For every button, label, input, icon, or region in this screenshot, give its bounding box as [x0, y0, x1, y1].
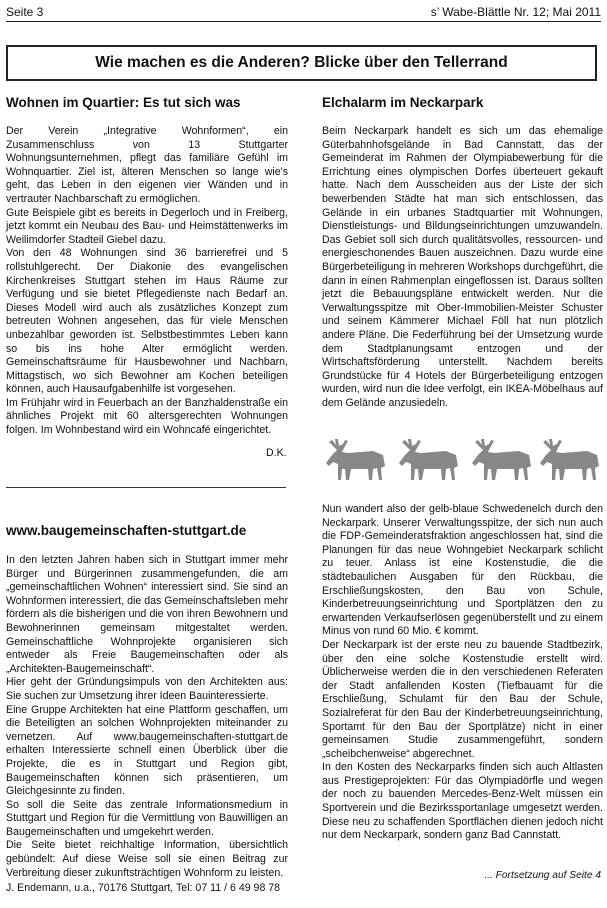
paragraph: So soll die Seite das zentrale Informationsmedium in Stuttgart und Region für die Vermittlung von Bauwilligen an Baugemeinschaften und umgekehrt werden. — [6, 798, 288, 838]
article-body-elchalarm-continued — [322, 503, 603, 843]
page-header — [0, 0, 607, 22]
section-banner: Wie machen es die Anderen? Blicke über den Tellerrand — [6, 45, 597, 81]
paragraph: Die Seite bietet reichhaltige Information, übersichtlich gebündelt: Auf diese Weise soll sie einen Beitrag zur Verbreitung dieser zukunftsträchtigen Wohnform zu leisten. — [6, 839, 288, 879]
article-body-elchalarm — [322, 125, 603, 410]
header-rule — [6, 21, 601, 22]
column-separator — [6, 487, 286, 488]
signature: D.K. — [266, 447, 287, 459]
paragraph: Gute Beispiele gibt es bereits in Degerloch und in Freiberg, jetzt kommt ein Neubau des Bau- und Heimstättenwerks im Weilimdorfer Stadteil Giebel dazu. — [6, 206, 288, 246]
paragraph: Beim Neckarpark handelt es sich um das ehemalige Güterbahnhofsgelände in Bad Cannstatt, das der Gemeinderat im Rahmen der Olympiabewerbung für die Errichtung eines olympischen Dorfes überteuert gekauft hatte. Nach dem Ausscheiden aus der Liste der sich bewerbenden Städte hat man sich entschlossen, das Gelände in ein urbanes Stadtquartier mit Wohnungen, Dienstleistungs- und Bildungseinrichtungen umzuwandeln. Das Gebiet soll sich durch qualitätsvolles, ressourcen- und energieschonendes Bauen auszeichnen. Dazu wurde eine Bürgerbeteiligung in mehreren Workshops durchgeführt, die dann in einen Rahmenplan eingeflossen ist. Daraus sollten jetzt die Bebauungspläne entwickelt werden. Nur die Verwaltungsspitze mit Ober-Immobilien-Meister Schuster und seinem Kämmerer Michael Föll hat nun plötzlich andere Pläne. Die Federführung bei der Umsetzung wurde dem Stadtplanungsamt entzogen und der Wirtschaftsförderung unterstellt. Nachdem bereits Grundstücke für 4 Hotels der Bürgerbeteiligung entzogen wurden, wird nun die Idee verfolgt, ein IKEA-Möbelhaus auf dem Gelände anzusiedeln. — [322, 125, 603, 409]
paragraph: In den Kosten des Neckarparks finden sich auch Altlasten aus Prestigeprojekten: Für das Olympiadörfle und wegen der noch zu bauenden Mercedes-Benz-Welt müssen ein Sportverein und die Bezirkssportanlage umgesetzt werden. Diese neu zu schaffenden Sportflächen dienen jedoch nicht nur dem Neckarpark, sondern ganz Bad Cannstatt. — [322, 761, 603, 842]
article-title-elchalarm: Elchalarm im Neckarpark — [322, 95, 484, 110]
paragraph: Nun wandert also der gelb-blaue Schwedenelch durch den Neckarpark. Unserer Verwaltungsspitze, der sich nun auch die FDP-Gemeinderatsfraktion angeschlossen hat, sind die Planungen für das neue Wohngebiet Neckarpark schlicht zu teuer. Anlass ist eine Kostenstudie, die die städtebaulichen Ausgaben für den Rückbau, die Erschließungskosten, den Bau von Schule, Kinderbetreuungseinrichtung und Sportplätzen den zu erwartenden Verkaufserlösen gegenüberstellt und zu einem Minus von rund 60 Mio. € kommt. — [322, 503, 603, 638]
moose-icon — [396, 436, 462, 487]
moose-icon — [323, 436, 389, 487]
article-body-wohnen — [6, 125, 288, 438]
paragraph: Der Verein „Integrative Wohnformen“, ein Zusammenschluss von 13 Stuttgarter Wohnungsunternehmen, pflegt das familiäre Gefühl im Wohnquartier. Ziel ist, älteren Menschen so lange wie's geht, das Leben in den eigenen vier Wänden und in vertrauter Nachbarschaft zu ermöglichen. — [6, 125, 288, 205]
paragraph: Eine Gruppe Architekten hat eine Plattform geschaffen, um die Beteiligten an solchen Wohnprojekten miteinander zu vernetzen. Auf www.baugemeinschaften-stuttgart.de erhalten Interessierte schnell einen Überblick über die Projekte, die es in Stuttgart und Region gibt, Baugemeinschaften können sich präsentieren, um Gleichgesinnte zu finden. — [6, 703, 288, 798]
article-title-wohnen: Wohnen im Quartier: Es tut sich was — [6, 95, 241, 110]
article-title-baugemeinschaften: www.baugemeinschaften-stuttgart.de — [6, 523, 247, 538]
continuation-note: ... Fortsetzung auf Seite 4 — [484, 870, 601, 881]
moose-icon — [537, 436, 603, 487]
moose-icon — [469, 436, 535, 487]
paragraph: In den letzten Jahren haben sich in Stuttgart immer mehr Bürger und Bürgerinnen zusammengefunden, die am „gemeinschaftlichen Wohnen“ interessiert sind. Sie sind an Wohnformen interessiert, die das Gemeinschaftsleben mehr fördern als die bisherigen und die von ihren Bewohnern und Bewohnerinnen gemeinsam mitgestaltet werden. Gemeinschaftliche Wohnprojekte organisieren sich entweder als Freie Baugemeinschaften oder als „Architekten-Baugemeinschaft“. — [6, 554, 288, 675]
issue-label: s’ Wabe-Blättle Nr. 12; Mai 2011 — [430, 5, 601, 19]
contact-address: J. Endemann, u.a., 70176 Stuttgart, Tel: 07 11 / 6 49 98 78 — [6, 882, 281, 894]
paragraph: Hier geht der Gründungsimpuls von den Architekten aus: Sie suchen zur Umsetzung ihrer Ideen Bauinteressierte. — [6, 676, 288, 702]
paragraph: Der Neckarpark ist der erste neu zu bauende Stadtbezirk, über den eine solche Kostenstudie erstellt wird. Üblicherweise werden die in den verschiedenen Referaten der Stadt anfallenden Kosten (Tiefbauamt für die Erschließung, Schulamt für den Bau der Schule, Sozialreferat für den Bau der Kinderbetreuungseinrichtung, Sportamt für den Bau der Sportplätze) nicht in einer gemeinsamen Studie zusammengeführt, sondern „scheibchenweise“ abgerechnet. — [322, 638, 603, 760]
page-number: Seite 3 — [6, 5, 44, 19]
paragraph: Im Frühjahr wird in Feuerbach an der Banzhaldenstraße ein ähnliches Projekt mit 60 altersgerechten Wohnungen folgen. Im Wohnbestand wird ein Wohncafé eingerichtet. — [6, 396, 288, 437]
paragraph: Von den 48 Wohnungen sind 36 barrierefrei und 5 rollstuhlgerecht. Der Diakonie des evangelischen Kirchenkreises Stuttgart stehen im Haus Räume zur Verfügung und sie bietet Pflegedienste nach Bedarf an. Dieses Modell wird auch als zusätzliches Konzept zum betreuten Wohnen angesehen, das für viele Menschen unbezahlbar geworden ist. Selbstbestimmtes Leben kann so bis ins hohe Alter ermöglicht werden. Gemeinschaftsräume für Hausbewohner und Nachbarn, Mittagstisch, wo sich Bewohner am Kochen beteiligen können, auch Hausaufgabenhilfe ist vorgesehen. — [6, 247, 288, 396]
article-body-baugemeinschaften — [6, 554, 288, 880]
